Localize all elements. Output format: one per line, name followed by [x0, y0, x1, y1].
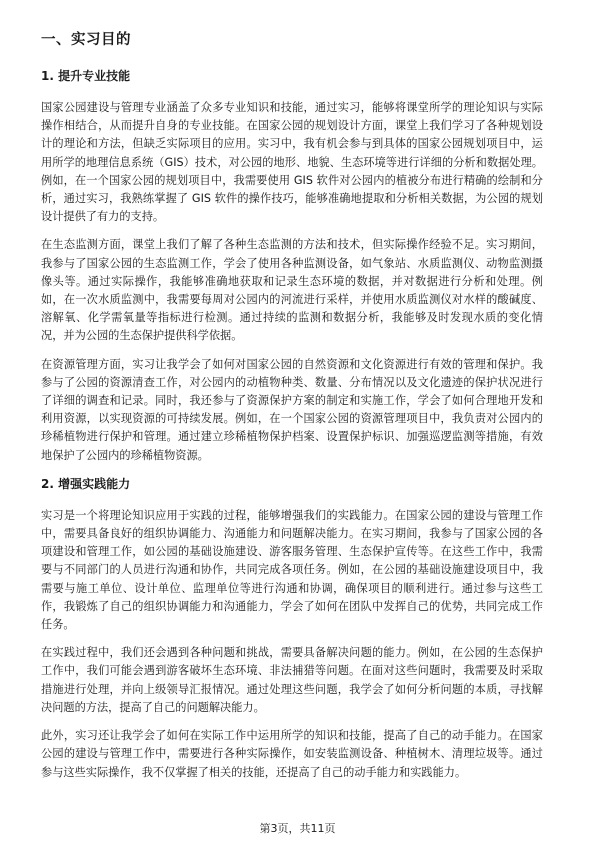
section-heading: 一、实习目的: [41, 32, 131, 48]
paragraph: 此外，实习还让我学会了如何在实际工作中运用所学的知识和技能，提高了自己的动手能力。在国家公园的建设与管理工作中，需要进行各种实际操作，如安装监测设备、种植树木、清理垃圾等。通过参与这些实际操作，我不仅掌握了相关的技能，还提高了自己的动手能力和实践能力。: [41, 729, 543, 779]
paragraph: 在资源管理方面，实习让我学会了如何对国家公园的自然资源和文化资源进行有效的管理和保护。我参与了公园的资源清查工作，对公园内的动植物种类、数量、分布情况以及文化遗迹的保护状况进行了详细的调查和记录。同时，我还参与了资源保护方案的制定和实施工作，学会了如何合理地开发和利用资源，以实现资源的可持续发展。例如，在一个国家公园的资源管理项目中，我负责对公园内的珍稀植物进行保护和管理。通过建立珍稀植物保护档案、设置保护标识、加强巡逻监测等措施，有效地保护了公园内的珍稀植物资源。: [41, 357, 543, 462]
subsection-title: 1. 提升专业技能: [41, 69, 131, 83]
paragraph: 在生态监测方面，课堂上我们了解了各种生态监测的方法和技术，但实际操作经验不足。实习期间，我参与了国家公园的生态监测工作，学会了使用各种监测设备，如气象站、水质监测仪、动物监测摄像头等。通过实际操作，我能够准确地获取和记录生态环境的数据，并对数据进行分析和处理。例如，在一次水质监测中，我需要每周对公园内的河流进行采样，并使用水质监测仪对水样的酸碱度、溶解氧、化学需氧量等指标进行检测。通过持续的监测和数据分析，我能够及时发现水质的变化情况，并为公园的生态保护提供科学依据。: [41, 238, 543, 343]
paragraph: 国家公园建设与管理专业涵盖了众多专业知识和技能，通过实习，能够将课堂所学的理论知识与实际操作相结合，从而提升自身的专业技能。在国家公园的规划设计方面，课堂上我们学习了各种规划设计的理论和方法，但缺乏实际项目的应用。实习中，我有机会参与到具体的国家公园规划项目中，运用所学的地理信息系统（GIS）技术，对公园的地形、地貌、生态环境等进行详细的分析和数据处理。例如，在一个国家公园的规划项目中，我需要使用 GIS 软件对公园内的植被分布进行精确的绘制和分析，通过实习，我熟练掌握了 GIS 软件的操作技巧，能够准确地提取和分析相关数据，为公园的规划设计提供了有力的支持。: [41, 101, 543, 224]
subsection-skills: [41, 67, 543, 465]
paragraph: 在实践过程中，我们还会遇到各种问题和挑战，需要具备解决问题的能力。例如，在公园的生态保护工作中，我们可能会遇到游客破坏生态环境、非法捕猎等问题。在面对这些问题时，我需要及时采取措施进行处理，并向上级领导汇报情况。通过处理这些问题，我学会了如何分析问题的本质，寻找解决问题的方法，提高了自己的问题解决能力。: [41, 646, 543, 714]
subsection-title: 2. 增强实践能力: [41, 476, 131, 491]
page-number: 第3页，共11页: [259, 822, 336, 835]
subsection-practice: [41, 475, 543, 782]
paragraph: 实习是一个将理论知识应用于实践的过程，能够增强我们的实践能力。在国家公园的建设与管理工作中，需要具备良好的组织协调能力、沟通能力和问题解决能力。在实习期间，我参与了国家公园的各项建设和管理工作，如公园的基础设施建设、游客服务管理、生态保护宣传等。在这些工作中，我需要与不同部门的人员进行沟通和协作，共同完成各项任务。例如，在公园的基础设施建设项目中，我需要与施工单位、设计单位、监理单位等进行沟通和协调，确保项目的顺利进行。通过参与这些工作，我锻炼了自己的组织协调能力和沟通能力，学会了如何在团队中发挥自己的优势，共同完成工作任务。: [41, 508, 543, 632]
